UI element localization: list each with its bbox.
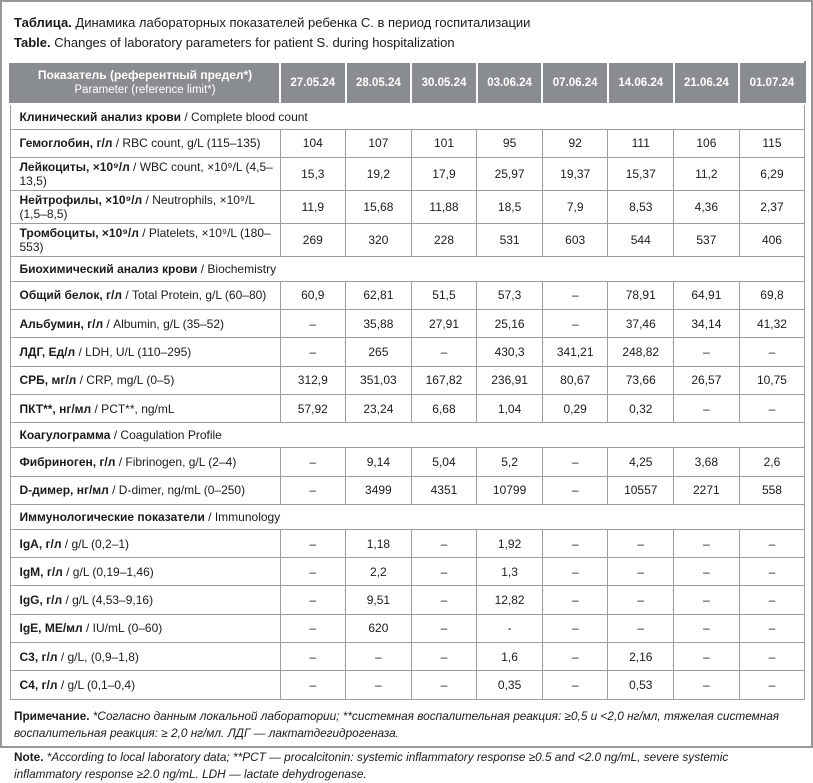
section-title-en: / Biochemistry: [200, 261, 277, 276]
parameter-label-cell: [10, 281, 280, 309]
parameter-label-ru: D-димер, нг/мл: [19, 483, 109, 498]
value-cell: 531: [477, 223, 543, 256]
value-cell: 430,3: [477, 338, 543, 366]
value-cell: 107: [346, 129, 412, 157]
value-cell: 3499: [346, 476, 412, 504]
parameter-row: [10, 586, 805, 614]
parameter-label-en: / PCT**, ng/mL: [94, 401, 175, 416]
value-cell: –: [608, 614, 674, 642]
value-cell: –: [280, 558, 346, 586]
date-header: 01.07.24: [739, 62, 805, 104]
value-cell: –: [674, 643, 740, 671]
parameter-label-ru: Тромбоциты, ×10⁹/л: [19, 225, 139, 240]
value-cell: 312,9: [280, 366, 346, 394]
parameter-label-ru: IgG, г/л: [19, 593, 63, 608]
value-cell: 25,97: [477, 157, 543, 190]
parameter-label-ru: IgE, МЕ/мл: [19, 621, 83, 636]
value-cell: 15,3: [280, 157, 346, 190]
value-cell: 4,25: [608, 448, 674, 476]
table-caption: [9, 11, 804, 61]
value-cell: –: [542, 529, 608, 557]
parameter-header-cell: [10, 62, 280, 104]
value-cell: 4351: [411, 476, 477, 504]
value-cell: 558: [739, 476, 805, 504]
value-cell: 1,6: [477, 643, 543, 671]
value-cell: –: [674, 586, 740, 614]
value-cell: 320: [346, 223, 412, 256]
value-cell: 19,37: [542, 157, 608, 190]
parameter-label-ru: ПКТ**, нг/мл: [19, 401, 92, 416]
parameter-row: [10, 643, 805, 671]
value-cell: 1,04: [477, 394, 543, 422]
section-row: [10, 423, 805, 448]
parameter-label-cell: [10, 338, 280, 366]
caption-text-en: Changes of laboratory parameters for patient S. during hospitalization: [54, 34, 455, 50]
value-cell: 7,9: [542, 190, 608, 223]
value-cell: 37,46: [608, 310, 674, 338]
value-cell: 19,2: [346, 157, 412, 190]
value-cell: –: [542, 476, 608, 504]
value-cell: 9,14: [346, 448, 412, 476]
section-row: [10, 104, 805, 129]
section-title-ru: Клинический анализ крови: [19, 109, 182, 124]
parameter-row: [10, 338, 805, 366]
value-cell: –: [674, 394, 740, 422]
caption-line-en: [14, 33, 798, 53]
value-cell: 18,5: [477, 190, 543, 223]
value-cell: 35,88: [346, 310, 412, 338]
value-cell: –: [608, 586, 674, 614]
parameter-row: [10, 190, 805, 223]
value-cell: 620: [346, 614, 412, 642]
value-cell: 115: [739, 129, 805, 157]
value-cell: 248,82: [608, 338, 674, 366]
value-cell: 95: [477, 129, 543, 157]
parameter-label-en: / WBC count, ×10⁹/L (4,5–13,5): [19, 159, 273, 188]
value-cell: 5,04: [411, 448, 477, 476]
parameter-label-cell: [10, 190, 280, 223]
value-cell: 57,3: [477, 281, 543, 309]
parameter-label-ru: Фибриноген, г/л: [19, 454, 116, 469]
value-cell: –: [280, 310, 346, 338]
value-cell: 51,5: [411, 281, 477, 309]
date-header: 03.06.24: [477, 62, 543, 104]
value-cell: 17,9: [411, 157, 477, 190]
section-title-cell: [10, 423, 805, 448]
value-cell: 2271: [674, 476, 740, 504]
section-title-ru: Коагулограмма: [19, 428, 111, 443]
section-title-en: / Coagulation Profile: [113, 428, 222, 443]
parameter-label-cell: [10, 310, 280, 338]
parameter-label-ru: IgM, г/л: [19, 564, 63, 579]
section-title-cell: [10, 256, 805, 281]
value-cell: 228: [411, 223, 477, 256]
parameter-label-en: / g/L (4,53–9,16): [65, 593, 154, 608]
parameter-row: [10, 394, 805, 422]
value-cell: 603: [542, 223, 608, 256]
value-cell: 537: [674, 223, 740, 256]
value-cell: –: [411, 643, 477, 671]
value-cell: 0,35: [477, 671, 543, 699]
value-cell: 269: [280, 223, 346, 256]
parameter-label-ru: ЛДГ, Ед/л: [19, 345, 76, 360]
parameter-row: [10, 558, 805, 586]
parameter-label-en: / LDH, U/L (110–295): [78, 345, 192, 360]
value-cell: 64,91: [674, 281, 740, 309]
parameter-label-en: / Neutrophils, ×10⁹/L (1,5–8,5): [19, 192, 255, 221]
footnote-en-text: *According to local laboratory data; **PCT — procalcitonin: systemic inflammatory response ≥0.5 and <2.0 ng/mL, severe systemic inflammatory response ≥2.0 ng/mL. LDH — lactate dehydrogenase.: [14, 749, 729, 781]
value-cell: –: [739, 671, 805, 699]
value-cell: –: [280, 643, 346, 671]
parameter-label-cell: [10, 366, 280, 394]
value-cell: 6,29: [739, 157, 805, 190]
value-cell: –: [542, 281, 608, 309]
value-cell: –: [739, 643, 805, 671]
value-cell: –: [411, 614, 477, 642]
footnote-ru-label: Примечание.: [14, 708, 90, 723]
value-cell: 0,53: [608, 671, 674, 699]
value-cell: –: [280, 448, 346, 476]
value-cell: –: [280, 476, 346, 504]
caption-label-en: Table.: [14, 34, 51, 50]
value-cell: –: [674, 529, 740, 557]
value-cell: 167,82: [411, 366, 477, 394]
footnote-ru: [14, 708, 798, 742]
value-cell: 1,3: [477, 558, 543, 586]
parameter-label-cell: [10, 529, 280, 557]
parameter-label-ru: Лейкоциты, ×10⁹/л: [19, 159, 130, 174]
section-title-cell: [10, 504, 805, 529]
value-cell: 544: [608, 223, 674, 256]
parameter-label-en: / Platelets, ×10⁹/L (180–553): [19, 225, 271, 254]
parameter-label-cell: [10, 558, 280, 586]
parameter-label-cell: [10, 614, 280, 642]
parameter-label-ru: Альбумин, г/л: [19, 316, 104, 331]
value-cell: –: [280, 614, 346, 642]
value-cell: –: [608, 529, 674, 557]
value-cell: –: [411, 586, 477, 614]
value-cell: –: [280, 529, 346, 557]
date-header: 21.06.24: [674, 62, 740, 104]
caption-text-ru: Динамика лабораторных показателей ребенка С. в период госпитализации: [75, 15, 531, 30]
value-cell: 341,21: [542, 338, 608, 366]
parameter-label-en: / CRP, mg/L (0–5): [79, 373, 175, 388]
section-title-ru: Биохимический анализ крови: [19, 261, 198, 276]
caption-line-ru: [14, 13, 798, 33]
parameter-label-cell: [10, 671, 280, 699]
value-cell: –: [411, 529, 477, 557]
value-cell: 1,92: [477, 529, 543, 557]
parameter-label-cell: [10, 223, 280, 256]
parameter-label-cell: [10, 476, 280, 504]
date-header: 07.06.24: [542, 62, 608, 104]
value-cell: 12,82: [477, 586, 543, 614]
value-cell: 2,2: [346, 558, 412, 586]
lab-results-table: [9, 61, 806, 700]
value-cell: 6,68: [411, 394, 477, 422]
value-cell: 25,16: [477, 310, 543, 338]
parameter-label-en: / g/L, (0,9–1,8): [60, 649, 139, 664]
value-cell: –: [411, 338, 477, 366]
value-cell: 41,32: [739, 310, 805, 338]
value-cell: 104: [280, 129, 346, 157]
value-cell: 106: [674, 129, 740, 157]
value-cell: –: [674, 614, 740, 642]
value-cell: –: [674, 558, 740, 586]
footnotes: [9, 700, 804, 783]
parameter-label-cell: [10, 448, 280, 476]
value-cell: –: [739, 338, 805, 366]
value-cell: -: [477, 614, 543, 642]
value-cell: –: [346, 643, 412, 671]
parameter-label-ru: C3, г/л: [19, 649, 58, 664]
parameter-row: [10, 223, 805, 256]
parameter-row: [10, 671, 805, 699]
parameter-label-ru: СРБ, мг/л: [19, 373, 77, 388]
parameter-label-cell: [10, 643, 280, 671]
value-cell: 69,8: [739, 281, 805, 309]
value-cell: –: [542, 558, 608, 586]
parameter-label-cell: [10, 586, 280, 614]
value-cell: 62,81: [346, 281, 412, 309]
parameter-row: [10, 157, 805, 190]
parameter-label-en: / g/L (0,1–0,4): [60, 678, 136, 692]
value-cell: 34,14: [674, 310, 740, 338]
value-cell: –: [280, 338, 346, 366]
parameter-label-en: / g/L (0,19–1,46): [66, 564, 154, 579]
value-cell: –: [542, 310, 608, 338]
parameter-label-ru: Гемоглобин, г/л: [19, 136, 113, 151]
footnote-ru-text: *Согласно данным локальной лаборатории; **системная воспалительная реакция: ≥0,5 и <2,0 нг/мл, тяжелая системная воспалительная реакция: ≥ 2,0 нг/мл. ЛДГ — лактатдегидрогеназа.: [14, 708, 780, 740]
parameter-row: [10, 129, 805, 157]
value-cell: 92: [542, 129, 608, 157]
section-title-en: / Complete blood count: [184, 109, 308, 124]
value-cell: 2,6: [739, 448, 805, 476]
value-cell: –: [739, 614, 805, 642]
value-cell: 3,68: [674, 448, 740, 476]
value-cell: 0,29: [542, 394, 608, 422]
section-title-en: / Immunology: [208, 509, 281, 524]
value-cell: –: [411, 671, 477, 699]
value-cell: 10557: [608, 476, 674, 504]
parameter-label-ru: C4, г/л: [19, 678, 58, 692]
value-cell: 101: [411, 129, 477, 157]
date-header: 14.06.24: [608, 62, 674, 104]
parameter-row: [10, 310, 805, 338]
value-cell: 236,91: [477, 366, 543, 394]
value-cell: 80,67: [542, 366, 608, 394]
value-cell: –: [739, 394, 805, 422]
value-cell: 57,92: [280, 394, 346, 422]
value-cell: –: [280, 671, 346, 699]
value-cell: –: [542, 643, 608, 671]
section-row: [10, 504, 805, 529]
value-cell: –: [608, 558, 674, 586]
parameter-row: [10, 614, 805, 642]
caption-label-ru: Таблица.: [14, 15, 72, 30]
value-cell: –: [739, 529, 805, 557]
parameter-label-ru: IgA, г/л: [19, 536, 62, 551]
parameter-label-en: / D-dimer, ng/mL (0–250): [112, 483, 246, 498]
value-cell: –: [739, 586, 805, 614]
value-cell: 11,9: [280, 190, 346, 223]
value-cell: –: [542, 586, 608, 614]
parameter-header-ru: Показатель (референтный предел*): [37, 68, 253, 83]
parameter-row: [10, 476, 805, 504]
date-header: 27.05.24: [280, 62, 346, 104]
value-cell: –: [674, 671, 740, 699]
value-cell: 1,18: [346, 529, 412, 557]
value-cell: 10,75: [739, 366, 805, 394]
parameter-label-en: / IU/mL (0–60): [86, 621, 163, 636]
value-cell: 0,32: [608, 394, 674, 422]
value-cell: 15,37: [608, 157, 674, 190]
value-cell: 8,53: [608, 190, 674, 223]
value-cell: 9,51: [346, 586, 412, 614]
parameter-row: [10, 448, 805, 476]
parameter-label-en: / Albumin, g/L (35–52): [106, 316, 225, 331]
section-row: [10, 256, 805, 281]
parameter-header-en: Parameter (reference limit*): [74, 84, 216, 97]
value-cell: –: [542, 448, 608, 476]
value-cell: 351,03: [346, 366, 412, 394]
date-header: 28.05.24: [346, 62, 412, 104]
value-cell: 2,16: [608, 643, 674, 671]
parameter-label-en: / g/L (0,2–1): [64, 536, 130, 551]
parameter-label-ru: Нейтрофилы, ×10⁹/л: [19, 192, 143, 207]
value-cell: 406: [739, 223, 805, 256]
parameter-label-cell: [10, 129, 280, 157]
value-cell: 27,91: [411, 310, 477, 338]
value-cell: 5,2: [477, 448, 543, 476]
value-cell: 60,9: [280, 281, 346, 309]
value-cell: –: [542, 671, 608, 699]
value-cell: 11,2: [674, 157, 740, 190]
parameter-label-en: / Fibrinogen, g/L (2–4): [118, 454, 237, 469]
value-cell: –: [346, 671, 412, 699]
value-cell: –: [674, 338, 740, 366]
value-cell: 23,24: [346, 394, 412, 422]
footnote-en-label: Note.: [14, 749, 44, 764]
section-title-cell: [10, 104, 805, 129]
value-cell: 78,91: [608, 281, 674, 309]
parameter-row: [10, 281, 805, 309]
value-cell: 73,66: [608, 366, 674, 394]
value-cell: –: [411, 558, 477, 586]
value-cell: 265: [346, 338, 412, 366]
value-cell: –: [542, 614, 608, 642]
date-header: 30.05.24: [411, 62, 477, 104]
parameter-row: [10, 529, 805, 557]
section-title-ru: Иммунологические показатели: [19, 509, 205, 524]
value-cell: 4,36: [674, 190, 740, 223]
footnote-en: [14, 749, 798, 783]
parameter-label-en: / Total Protein, g/L (60–80): [125, 288, 267, 303]
parameter-label-en: / RBC count, g/L (115–135): [115, 136, 261, 151]
value-cell: 11,88: [411, 190, 477, 223]
parameter-label-cell: [10, 394, 280, 422]
parameter-row: [10, 366, 805, 394]
value-cell: –: [739, 558, 805, 586]
value-cell: 15,68: [346, 190, 412, 223]
value-cell: 26,57: [674, 366, 740, 394]
value-cell: 10799: [477, 476, 543, 504]
parameter-label-cell: [10, 157, 280, 190]
value-cell: 111: [608, 129, 674, 157]
parameter-label-ru: Общий белок, г/л: [19, 288, 122, 303]
value-cell: 2,37: [739, 190, 805, 223]
table-header-row: [10, 62, 805, 104]
value-cell: –: [280, 586, 346, 614]
